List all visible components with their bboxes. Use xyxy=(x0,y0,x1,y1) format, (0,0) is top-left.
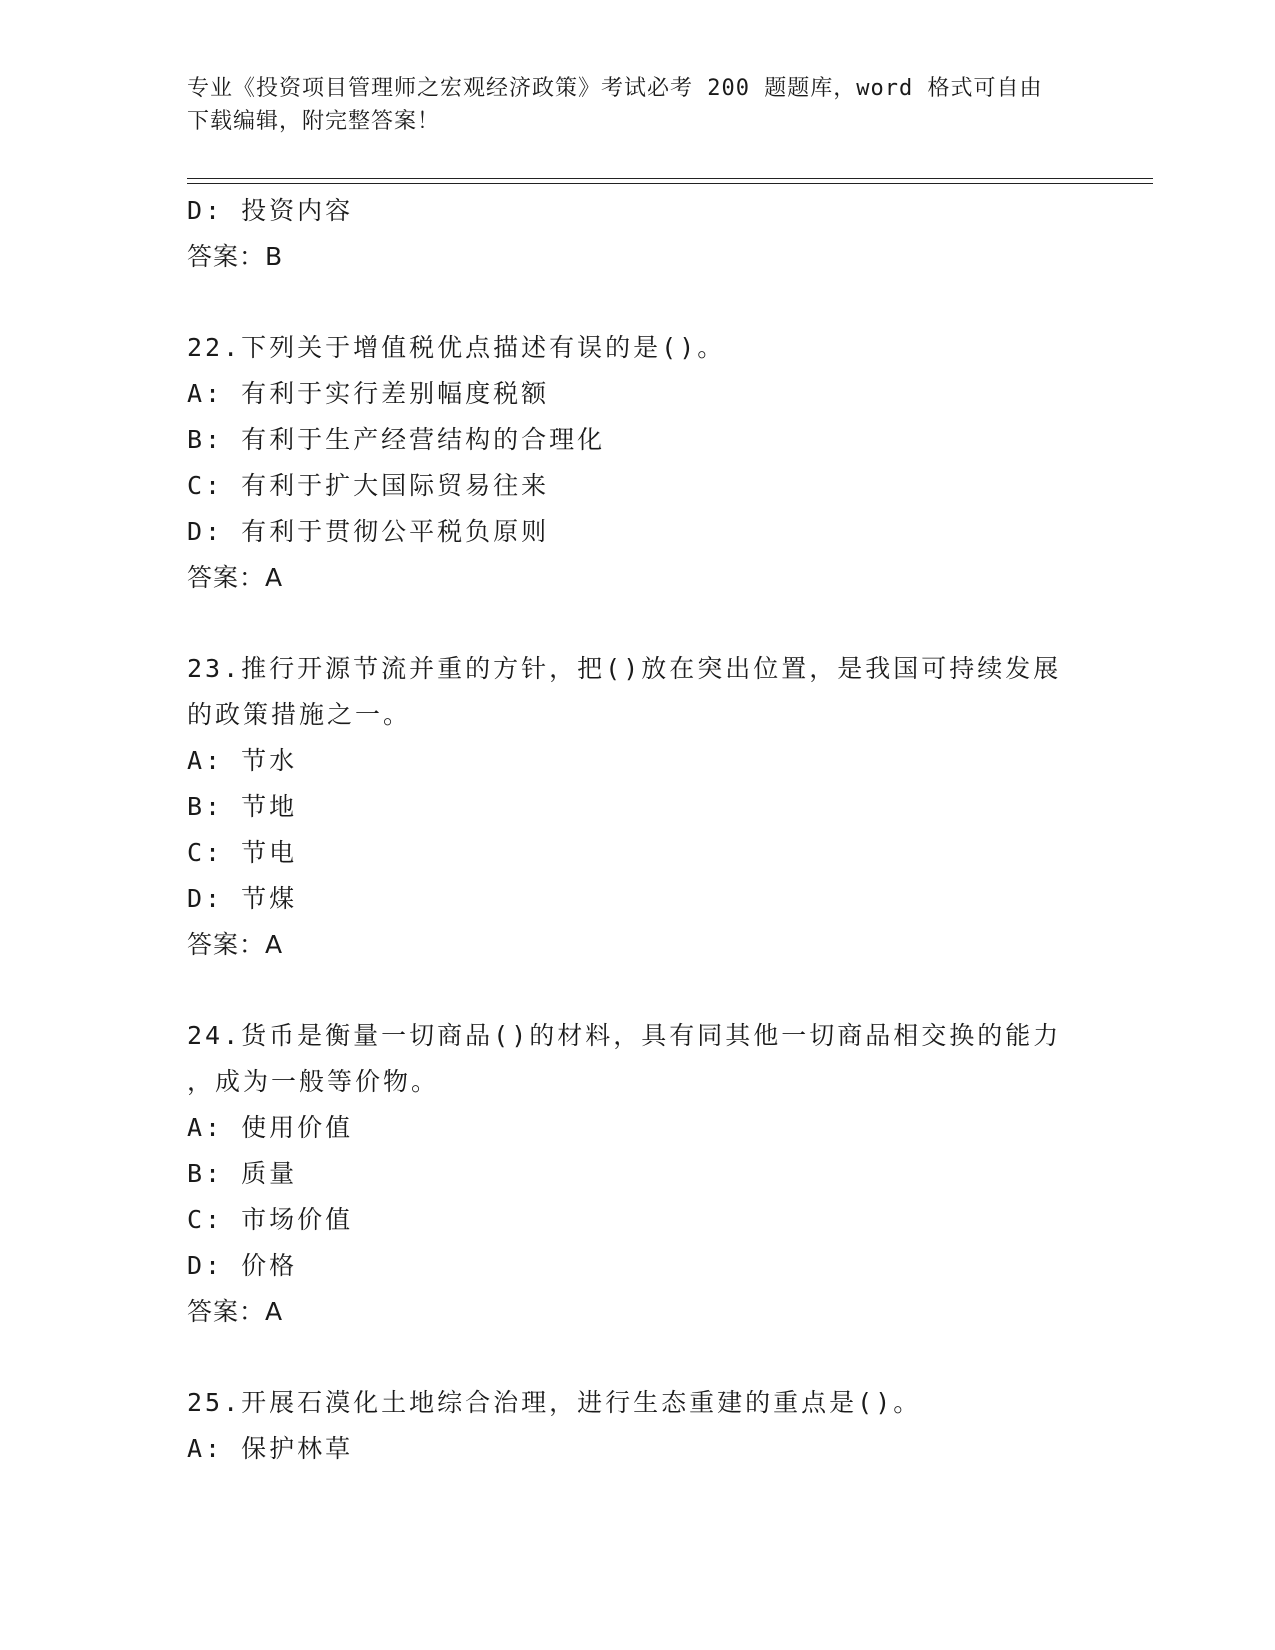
header-line-1: 专业《投资项目管理师之宏观经济政策》考试必考 200 题题库，word 格式可自由 xyxy=(187,76,1043,101)
option-c: C: 有利于扩大国际贸易往来 xyxy=(187,471,550,500)
option-b: B: 有利于生产经营结构的合理化 xyxy=(187,425,606,454)
option-d: D: 投资内容 xyxy=(187,196,354,225)
stem-line: 25.开展石漠化土地综合治理，进行生态重建的重点是()。 xyxy=(187,1388,922,1417)
answer-line: 答案：A xyxy=(187,930,284,959)
question-stem xyxy=(187,325,1067,371)
question-22 xyxy=(187,325,1087,601)
option-b: B: 质量 xyxy=(187,1159,298,1188)
stem-line: 的政策措施之一。 xyxy=(187,700,412,729)
option-d: D: 有利于贯彻公平税负原则 xyxy=(187,517,550,546)
option-d: D: 价格 xyxy=(187,1251,298,1280)
option-a: A: 保护林草 xyxy=(187,1434,354,1463)
header-line-2: 下载编辑，附完整答案！ xyxy=(187,109,441,134)
answer-line: 答案：B xyxy=(187,242,284,271)
answer-line: 答案：A xyxy=(187,1297,284,1326)
answer-line: 答案：A xyxy=(187,563,284,592)
header-divider-bottom xyxy=(187,183,1153,184)
previous-question-tail xyxy=(187,188,1087,280)
option-a: A: 有利于实行差别幅度税额 xyxy=(187,379,550,408)
stem-line: 23.推行开源节流并重的方针，把()放在突出位置，是我国可持续发展 xyxy=(187,654,1062,683)
question-25 xyxy=(187,1380,1087,1472)
question-stem xyxy=(187,1013,1067,1105)
question-23 xyxy=(187,646,1087,968)
stem-line: 24.货币是衡量一切商品()的材料，具有同其他一切商品相交换的能力 xyxy=(187,1021,1062,1050)
question-24 xyxy=(187,1013,1087,1335)
option-a: A: 节水 xyxy=(187,746,298,775)
question-stem xyxy=(187,646,1067,738)
question-list xyxy=(187,188,1087,1472)
option-c: C: 节电 xyxy=(187,838,298,867)
stem-line: ，成为一般等价物。 xyxy=(187,1067,440,1096)
question-stem xyxy=(187,1380,1067,1426)
stem-line: 22.下列关于增值税优点描述有误的是()。 xyxy=(187,333,726,362)
option-d: D: 节煤 xyxy=(187,884,298,913)
option-a: A: 使用价值 xyxy=(187,1113,354,1142)
option-c: C: 市场价值 xyxy=(187,1205,354,1234)
document-header xyxy=(187,72,1067,138)
header-divider-top xyxy=(187,178,1153,179)
option-b: B: 节地 xyxy=(187,792,298,821)
